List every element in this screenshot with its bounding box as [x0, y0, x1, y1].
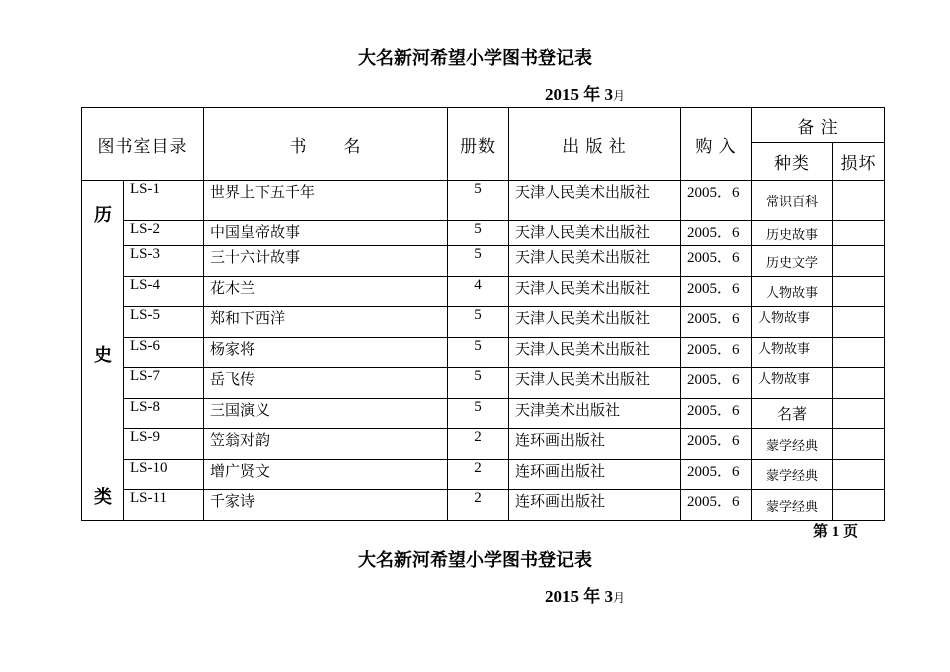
header-catalog: 图书室目录 [82, 108, 204, 181]
book-name: 岳飞传 [204, 368, 448, 399]
page-number-value: 1 [831, 524, 840, 540]
book-purchase-date: 2005．6 [681, 221, 752, 246]
page-prefix: 第 [813, 524, 829, 540]
date-month: 3 [604, 587, 613, 606]
book-count: 5 [448, 368, 509, 399]
book-category: 蒙学经典 [752, 490, 833, 521]
book-count: 5 [448, 221, 509, 246]
book-code: LS-5 [124, 307, 204, 338]
book-category: 人物故事 [752, 277, 833, 307]
book-purchase-date: 2005．6 [681, 307, 752, 338]
header-purchase: 购 入 [681, 108, 752, 181]
book-count: 2 [448, 460, 509, 490]
book-count: 4 [448, 277, 509, 307]
date-month: 3 [604, 85, 613, 104]
page-number [813, 520, 858, 541]
book-category: 人物故事 [752, 368, 833, 399]
book-category: 历史故事 [752, 221, 833, 246]
header-remarks: 备 注 [752, 108, 885, 143]
book-name: 三十六计故事 [204, 246, 448, 277]
book-name: 郑和下西洋 [204, 307, 448, 338]
category-side-label [82, 181, 124, 521]
book-code: LS-1 [124, 181, 204, 221]
book-name: 三国演义 [204, 399, 448, 429]
book-name: 世界上下五千年 [204, 181, 448, 221]
book-category: 蒙学经典 [752, 429, 833, 460]
book-damage [833, 460, 885, 490]
book-category: 常识百科 [752, 181, 833, 221]
book-damage [833, 399, 885, 429]
book-count: 5 [448, 338, 509, 368]
date-year: 2015 [545, 587, 579, 606]
book-damage [833, 429, 885, 460]
book-purchase-date: 2005．6 [681, 490, 752, 521]
book-damage [833, 490, 885, 521]
book-publisher: 天津人民美术出版社 [509, 221, 681, 246]
book-damage [833, 307, 885, 338]
book-name: 增广贤文 [204, 460, 448, 490]
date-month-unit: 月 [613, 89, 626, 103]
book-code: LS-9 [124, 429, 204, 460]
book-publisher: 天津人民美术出版社 [509, 181, 681, 221]
date-year: 2015 [545, 85, 579, 104]
book-purchase-date: 2005．6 [681, 399, 752, 429]
page-title: 大名新河希望小学图书登记表 [358, 48, 592, 68]
book-publisher: 天津人民美术出版社 [509, 368, 681, 399]
book-damage [833, 181, 885, 221]
book-name: 笠翁对韵 [204, 429, 448, 460]
book-purchase-date: 2005．6 [681, 368, 752, 399]
book-code: LS-11 [124, 490, 204, 521]
book-publisher: 连环画出版社 [509, 490, 681, 521]
header-publisher: 出 版 社 [509, 108, 681, 181]
book-code: LS-3 [124, 246, 204, 277]
book-publisher: 连环画出版社 [509, 460, 681, 490]
page-title-second: 大名新河希望小学图书登记表 [358, 550, 592, 570]
book-register-table [81, 107, 885, 521]
book-purchase-date: 2005．6 [681, 277, 752, 307]
book-code: LS-7 [124, 368, 204, 399]
book-category: 人物故事 [752, 307, 833, 338]
book-damage [833, 368, 885, 399]
book-purchase-date: 2005．6 [681, 460, 752, 490]
book-damage [833, 221, 885, 246]
book-category: 名著 [752, 399, 833, 429]
book-damage [833, 277, 885, 307]
book-publisher: 天津人民美术出版社 [509, 338, 681, 368]
book-category: 历史文学 [752, 246, 833, 277]
book-count: 2 [448, 429, 509, 460]
date-line [545, 80, 625, 105]
header-category: 种类 [752, 143, 833, 181]
side-char-1: 历 [94, 205, 112, 225]
page-suffix: 页 [843, 524, 859, 540]
book-count: 5 [448, 181, 509, 221]
header-count: 册数 [448, 108, 509, 181]
book-purchase-date: 2005．6 [681, 181, 752, 221]
book-name: 千家诗 [204, 490, 448, 521]
header-book-name: 书 名 [204, 108, 448, 181]
book-publisher: 天津人民美术出版社 [509, 277, 681, 307]
date-month-unit: 月 [613, 591, 626, 605]
book-name: 杨家将 [204, 338, 448, 368]
side-char-3: 类 [94, 487, 112, 507]
book-count: 2 [448, 490, 509, 521]
book-count: 5 [448, 399, 509, 429]
header-damage: 损坏 [833, 143, 885, 181]
book-damage [833, 246, 885, 277]
side-char-2: 史 [94, 345, 112, 365]
book-publisher: 连环画出版社 [509, 429, 681, 460]
book-code: LS-8 [124, 399, 204, 429]
date-line-second [545, 582, 625, 607]
book-category: 人物故事 [752, 338, 833, 368]
book-count: 5 [448, 307, 509, 338]
book-code: LS-6 [124, 338, 204, 368]
date-year-suffix: 年 [583, 85, 601, 104]
book-publisher: 天津人民美术出版社 [509, 246, 681, 277]
book-count: 5 [448, 246, 509, 277]
book-name: 花木兰 [204, 277, 448, 307]
book-purchase-date: 2005．6 [681, 246, 752, 277]
book-publisher: 天津人民美术出版社 [509, 307, 681, 338]
book-code: LS-2 [124, 221, 204, 246]
book-damage [833, 338, 885, 368]
date-year-suffix: 年 [583, 587, 601, 606]
book-publisher: 天津美术出版社 [509, 399, 681, 429]
book-category: 蒙学经典 [752, 460, 833, 490]
book-code: LS-10 [124, 460, 204, 490]
book-purchase-date: 2005．6 [681, 429, 752, 460]
book-code: LS-4 [124, 277, 204, 307]
book-name: 中国皇帝故事 [204, 221, 448, 246]
book-purchase-date: 2005．6 [681, 338, 752, 368]
